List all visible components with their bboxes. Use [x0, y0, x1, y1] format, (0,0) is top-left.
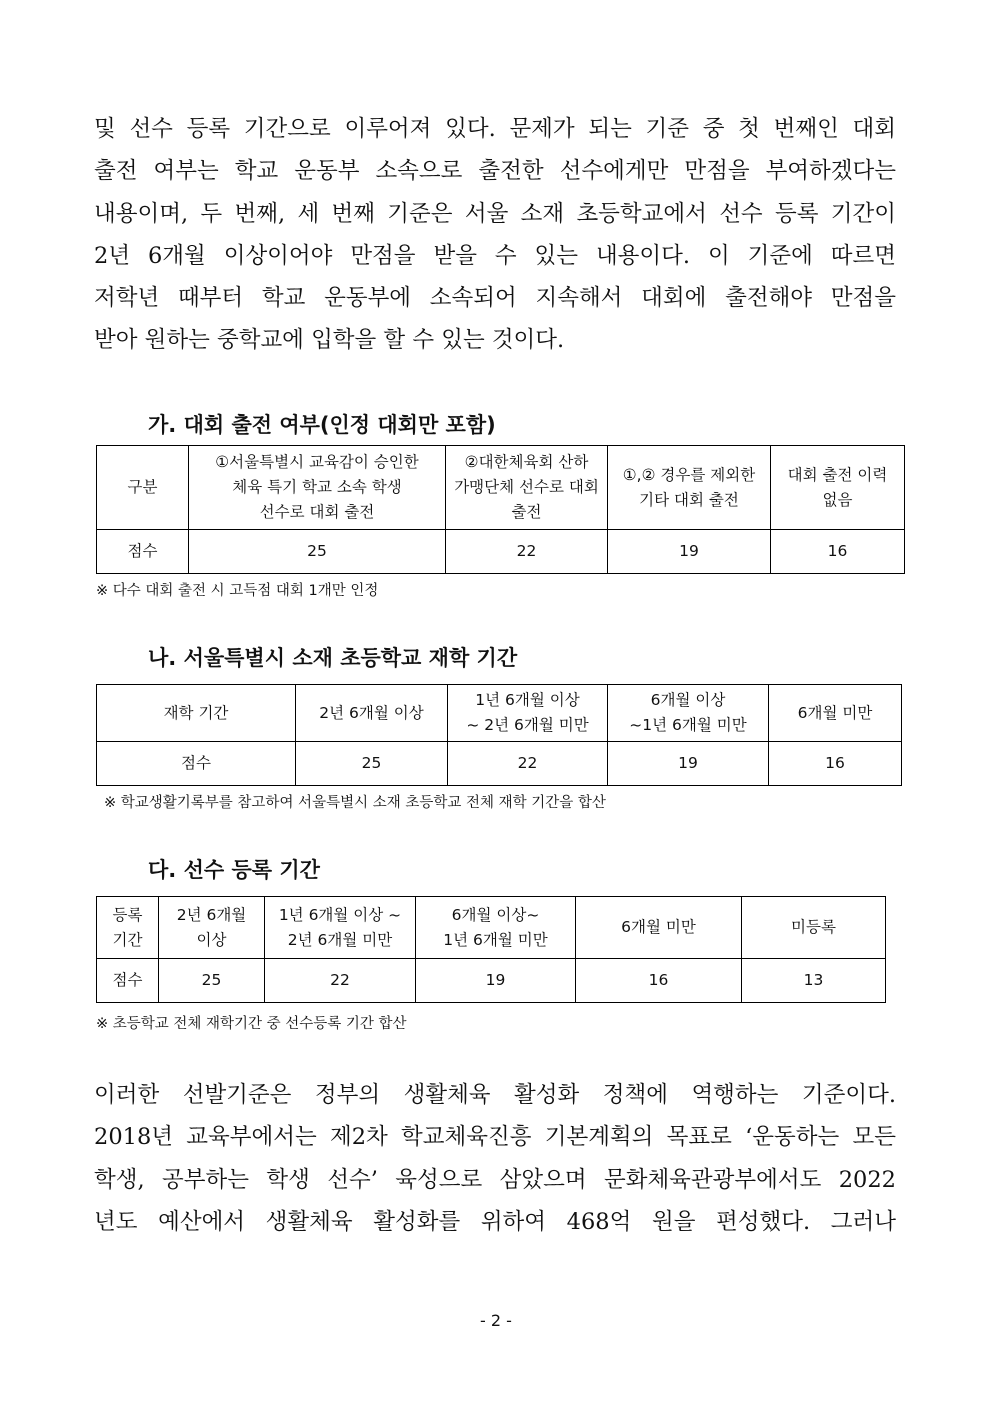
table-cell: 점수: [97, 742, 296, 786]
section-a-note: ※ 다수 대회 출전 시 고득점 대회 1개만 인정: [96, 583, 379, 599]
table-row: [97, 959, 886, 1003]
table-cell: 22: [448, 742, 608, 786]
table-header-cell: 2년 6개월 이상: [296, 685, 448, 742]
table-cell: 점수: [97, 959, 159, 1003]
table-cell: 16: [769, 742, 902, 786]
section-b-note: ※ 학교생활기록부를 참고하여 서울특별시 소재 초등학교 전체 재학 기간을 합산: [104, 795, 606, 811]
table-cell: 22: [265, 959, 416, 1003]
section-b-table: [96, 684, 902, 786]
table-header-cell: 2년 6개월 이상: [159, 897, 265, 959]
text-line: 내용이며, 두 번째, 세 번째 기준은 서울 소재 초등학교에서 선수 등록 기간이: [94, 200, 896, 227]
table-cell: 점수: [97, 530, 189, 574]
section-a-heading: 가. 대회 출전 여부(인정 대회만 포함): [148, 413, 496, 437]
text-line: 학생, 공부하는 학생 선수’ 육성으로 삼았으며 문화체육관광부에서도 2022: [94, 1166, 896, 1193]
text-line: 저학년 때부터 학교 운동부에 소속되어 지속해서 대회에 출전해야 만점을: [94, 285, 896, 312]
intro-paragraph: [94, 108, 896, 362]
table-header-row: [97, 897, 886, 959]
table-header-cell: 등록 기간: [97, 897, 159, 959]
table-header-cell: 1년 6개월 이상 ~ 2년 6개월 미만: [265, 897, 416, 959]
table-header-cell: ①,② 경우를 제외한 기타 대회 출전: [608, 446, 771, 530]
section-c-note: ※ 초등학교 전체 재학기간 중 선수등록 기간 합산: [96, 1016, 407, 1032]
table-cell: 19: [608, 742, 769, 786]
section-b-heading: 나. 서울특별시 소재 초등학교 재학 기간: [148, 646, 518, 670]
table-header-cell: 6개월 미만: [576, 897, 742, 959]
text-line: 이러한 선발기준은 정부의 생활체육 활성화 정책에 역행하는 기준이다.: [94, 1082, 896, 1108]
table-header-cell: 미등록: [742, 897, 886, 959]
section-c-table: [96, 896, 886, 1003]
table-header-cell: ①서울특별시 교육감이 승인한 체육 특기 학교 소속 학생 선수로 대회 출전: [189, 446, 446, 530]
text-line: 2년 6개월 이상이어야 만점을 받을 수 있는 내용이다. 이 기준에 따르면: [94, 242, 896, 269]
table-row: [97, 530, 905, 574]
table-cell: 19: [608, 530, 771, 574]
text-line: 받아 원하는 중학교에 입학을 할 수 있는 것이다.: [94, 327, 565, 354]
table-cell: 13: [742, 959, 886, 1003]
text-line: 년도 예산에서 생활체육 활성화를 위하여 468억 원을 편성했다. 그러나: [94, 1208, 896, 1235]
table-cell: 16: [771, 530, 905, 574]
table-cell: 25: [189, 530, 446, 574]
table-header-cell: 6개월 미만: [769, 685, 902, 742]
table-header-row: [97, 685, 902, 742]
text-line: 출전 여부는 학교 운동부 소속으로 출전한 선수에게만 만점을 부여하겠다는: [94, 158, 896, 185]
table-cell: 25: [296, 742, 448, 786]
table-header-cell: ②대한체육회 산하 가맹단체 선수로 대회 출전: [446, 446, 608, 530]
table-cell: 19: [416, 959, 576, 1003]
table-cell: 16: [576, 959, 742, 1003]
table-header-cell: 6개월 이상 ~1년 6개월 미만: [608, 685, 769, 742]
table-header-row: [97, 446, 905, 530]
table-cell: 22: [446, 530, 608, 574]
page-number: - 2 -: [480, 1311, 512, 1330]
section-a-table: [96, 445, 905, 574]
text-line: 및 선수 등록 기간으로 이루어져 있다. 문제가 되는 기준 중 첫 번째인 대회: [94, 116, 896, 142]
table-header-cell: 구분: [97, 446, 189, 530]
table-header-cell: 6개월 이상~ 1년 6개월 미만: [416, 897, 576, 959]
text-line: 2018년 교육부에서는 제2차 학교체육진흥 기본계획의 목표로 ‘운동하는 모든: [94, 1124, 896, 1151]
closing-paragraph: [94, 1074, 896, 1243]
table-cell: 25: [159, 959, 265, 1003]
table-row: [97, 742, 902, 786]
table-header-cell: 대회 출전 이력 없음: [771, 446, 905, 530]
section-c-heading: 다. 선수 등록 기간: [148, 858, 320, 882]
table-header-cell: 재학 기간: [97, 685, 296, 742]
table-header-cell: 1년 6개월 이상 ~ 2년 6개월 미만: [448, 685, 608, 742]
